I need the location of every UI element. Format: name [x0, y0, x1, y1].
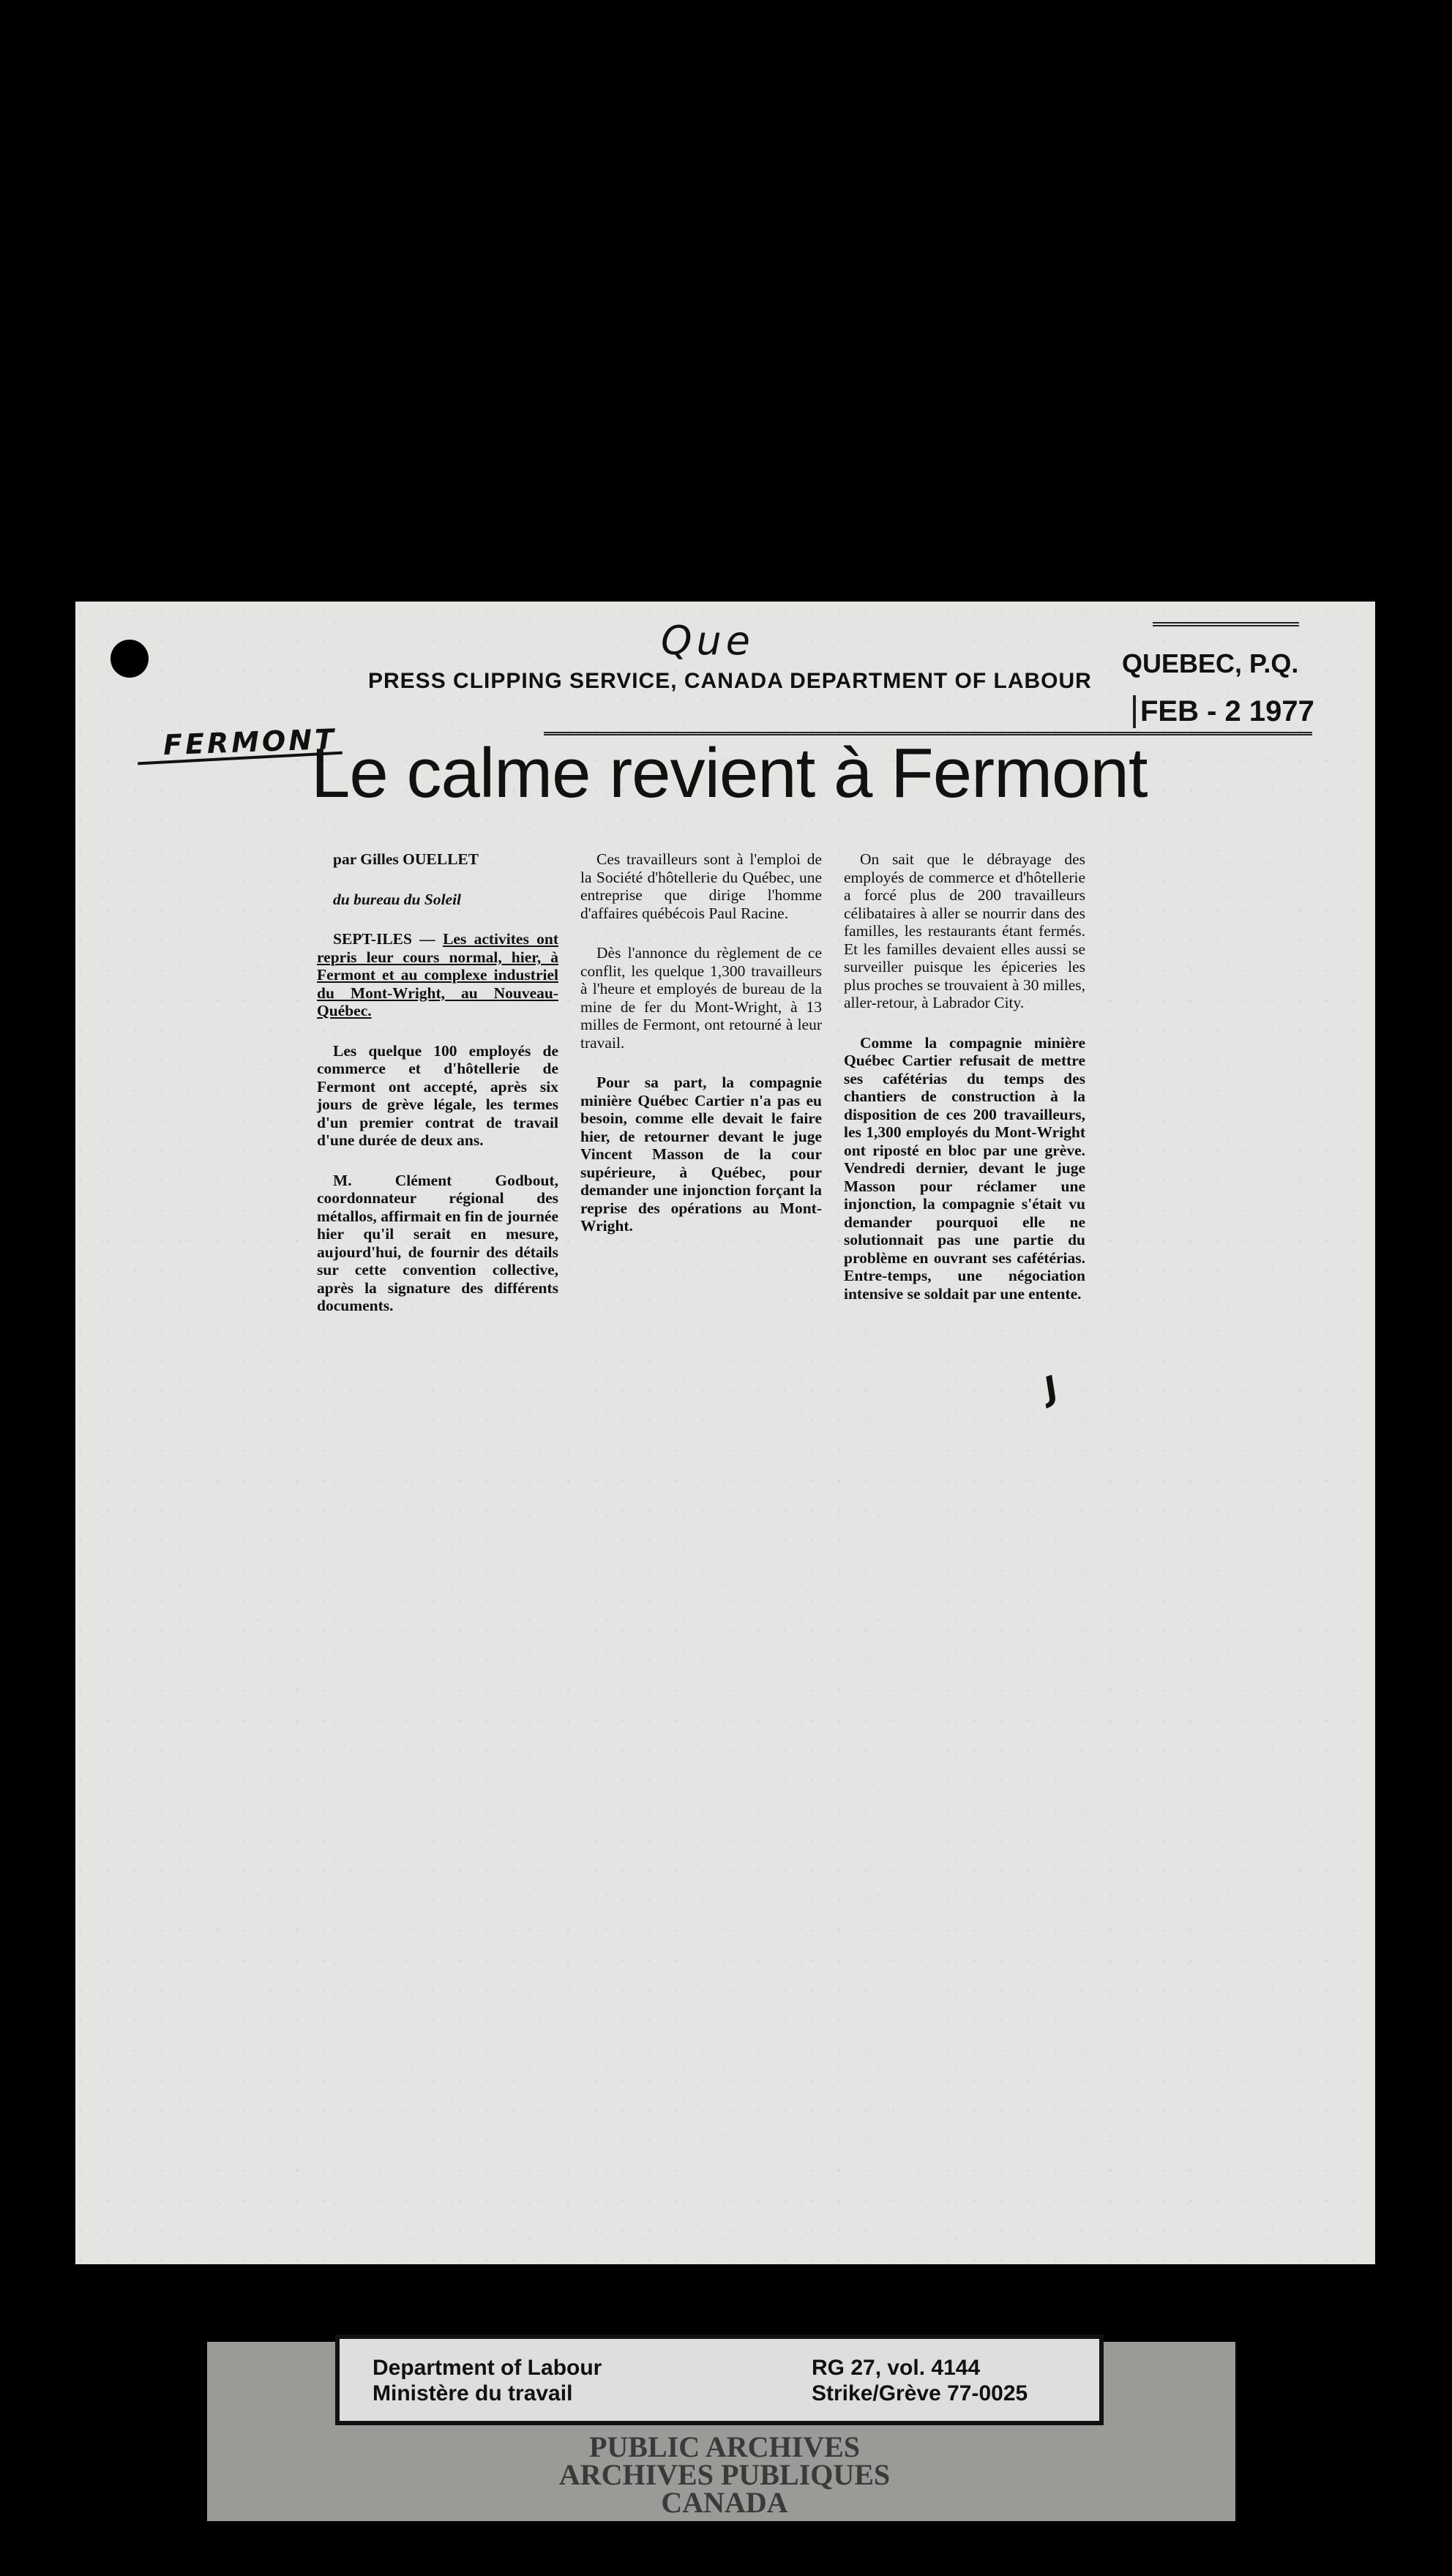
- article-column-1: [317, 850, 558, 1337]
- reference-label: [812, 2355, 1028, 2406]
- stamp-line-2: ARCHIVES PUBLIQUES: [558, 2458, 891, 2491]
- article-column-2: [580, 850, 822, 1257]
- byline: par Gilles OUELLET: [333, 850, 479, 868]
- lead-text: Les activites ont repris leur cours normal, hier, à Fermont et au complexe industriel du Mont-Wright, au Nouveau-Québec.: [317, 930, 558, 1019]
- department-en: Department of Labour: [373, 2356, 602, 2380]
- handwritten-initials: J: [1039, 1368, 1063, 1409]
- paragraph-1: Les quelque 100 employés de commerce et d'hôtellerie de Fermont ont accepté, après six jours de grève légale, les termes d'un premier contrat de travail d'une durée de deux ans.: [317, 1041, 558, 1149]
- paragraph-5: Pour sa part, la compagnie minière Québec Cartier n'a pas eu besoin, comme elle devait le faire hier, de retourner devant le juge Vincent Masson de la cour supérieure, à Québec, pour demander une injonction forçant la reprise des opérations au Mont-Wright.: [580, 1074, 822, 1235]
- article-headline: Le calme revient à Fermont: [311, 734, 1148, 812]
- lead-paragraph: [317, 930, 558, 1020]
- paragraph-2: M. Clément Godbout, coordonnateur régional des métallos, affirmait en fin de journée hier qu'il serait en mesure, aujourd'hui, de fournir des détails sur cette convention collective, après la signature des différents documents.: [317, 1171, 558, 1314]
- paragraph-7: Comme la compagnie minière Québec Cartier refusait de mettre ses cafétérias du temps des chantiers de construction à la disposition de ces 200 travailleurs, les 1,300 employés du Mont-Wright ont riposté en bloc par une grève. Vendredi dernier, devant le juge Masson pour réclamer une injonction, la compagnie s'était vu demander pourquoi elle ne solutionnait pas une partie du problème en ouvrant ses cafétérias. Entre-temps, une négociation intensive se soldait par une entente.: [844, 1033, 1085, 1303]
- article-column-3: [844, 850, 1085, 1325]
- strike-file: Strike/Grève 77-0025: [812, 2381, 1028, 2405]
- punch-hole: [111, 640, 149, 678]
- archive-label: [335, 2334, 1104, 2425]
- archives-stamp: [512, 2430, 937, 2519]
- stamp-line-3: CANADA: [661, 2486, 788, 2519]
- handwritten-subject-note: FERMONT: [162, 722, 337, 762]
- paragraph-6: On sait que le débrayage des employés de commerce et d'hôtellerie a forcé plus de 200 travailleurs célibataires à aller se nourrir dans des familles, les restaurants étant fermés. Et les familles devaient elles aussi se surveiller puisque les épiceries les plus proches se trouvaient à 30 milles, aller-retour, à Labrador City.: [844, 850, 1085, 1011]
- stamp-line-1: PUBLIC ARCHIVES: [588, 2430, 861, 2463]
- paragraph-4: Dès l'annonce du règlement de ce conflit, les quelque 1,300 travailleurs à l'heure et employés de bureau de la mine de fer du Mont-Wright, à 13 milles de Fermont, ont retourné à leur travail.: [580, 944, 822, 1052]
- record-group: RG 27, vol. 4144: [812, 2356, 981, 2380]
- handwritten-province-note: Que: [661, 618, 755, 664]
- source-masthead-fragment: [1153, 622, 1299, 637]
- department-label: [373, 2355, 602, 2406]
- source-place: QUEBEC, P.Q.: [1122, 648, 1299, 678]
- bureau-line: du bureau du Soleil: [333, 890, 462, 908]
- clipping-service-line: PRESS CLIPPING SERVICE, CANADA DEPARTMENT OF LABOUR: [368, 669, 1092, 693]
- paragraph-3: Ces travailleurs sont à l'emploi de la Société d'hôtellerie du Québec, une entreprise que dirige l'homme d'affaires québécois Paul Racine.: [580, 850, 822, 922]
- date-stamp: FEB - 2 1977: [1133, 695, 1314, 728]
- dateline: SEPT-ILES —: [333, 930, 444, 948]
- clipping-sheet: [75, 602, 1375, 2264]
- department-fr: Ministère du travail: [373, 2381, 573, 2405]
